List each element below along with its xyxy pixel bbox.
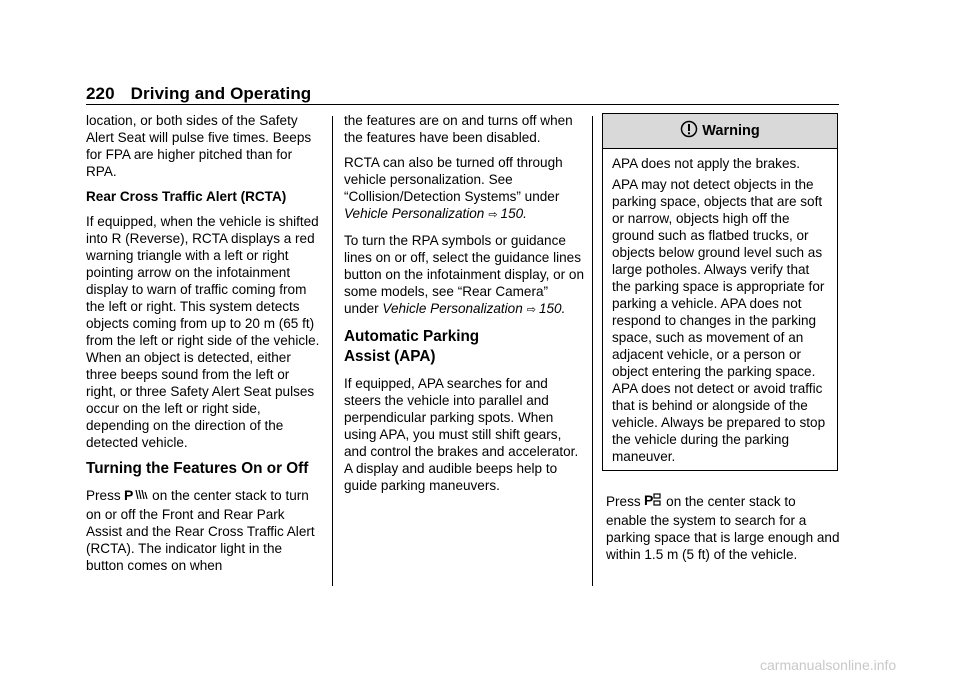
header-rule xyxy=(86,104,839,105)
paragraph: RCTA can also be turned off through vehicle personalization. See “Collision/Detection Systems” under Vehicle Personalization ⇨ 150. xyxy=(344,155,563,221)
warning-text: APA may not detect objects in the parking space, objects that are soft or narrow, objects high off the ground such as flatbed trucks, or objects below ground level such as large potholes. Always verify that the parking space is appropriate for parking a vehicle. APA does not respond to changes in the parking space, such as movement of an adjacent vehicle, or a person or object entering the parking space. APA does not detect or avoid traffic that is behind or alongside of the vehicle. Always be prepared to stop the vehicle during the parking maneuver. xyxy=(612,177,826,464)
page-ref-arrow-icon: ⇨ xyxy=(526,304,536,316)
page-header xyxy=(86,84,311,104)
page-reference: 150. xyxy=(538,301,566,316)
paragraph: To turn the RPA symbols or guidance lines on or off, select the guidance lines button on the infotainment display, or on some models, see “Rear Camera” under Vehicle Personalization ⇨ 150. xyxy=(344,233,584,316)
watermark: carmanualsonline.info xyxy=(760,657,897,673)
park-assist-icon xyxy=(124,487,148,506)
cross-reference: Vehicle Personalization xyxy=(382,301,523,316)
section-title: Driving and Operating xyxy=(130,84,312,103)
svg-text:P: P xyxy=(644,492,654,508)
warning-text: APA does not apply the brakes. xyxy=(612,156,801,171)
paragraph: Press P on the center stack to turn on or off the Front and Rear Park Assist and the Rear Cross Traffic Alert (RCTA). The indicator light in the button comes on when xyxy=(86,487,315,573)
warning-header xyxy=(603,114,837,149)
page-number: 220 xyxy=(86,84,115,103)
warning-box xyxy=(602,113,838,471)
column-1 xyxy=(86,112,320,582)
column-divider xyxy=(592,116,593,586)
cross-reference: Vehicle Personalization xyxy=(344,206,485,221)
column-divider xyxy=(332,116,333,586)
paragraph: Press P on the center stack to enable the system to search for a parking space that is large enough and within 1.5 m (5 ft) of the vehicle. xyxy=(606,492,840,562)
page-reference: 150. xyxy=(500,206,527,221)
paragraph: If equipped, APA searches for and steers the vehicle into parallel and perpendicular parking spots. When using APA, you must still shift gears, and control the brakes and accelerator. A display and audible beeps help to guide parking maneuvers. xyxy=(344,376,579,493)
heading-apa: Automatic Parking Assist (APA) xyxy=(344,328,480,365)
warning-icon xyxy=(680,120,702,142)
page-ref-arrow-icon: ⇨ xyxy=(488,209,498,221)
heading-turning-features: Turning the Features On or Off xyxy=(86,460,309,477)
warning-body xyxy=(603,149,837,465)
paragraph: location, or both sides of the Safety Alert Seat will pulse five times. Beeps for FPA are higher pitched than for RPA. xyxy=(86,113,312,179)
paragraph: the features are on and turns off when the features have been disabled. xyxy=(344,113,573,145)
apa-button-icon xyxy=(644,492,662,512)
column-2 xyxy=(344,112,584,502)
warning-title: Warning xyxy=(702,123,760,139)
svg-text:P: P xyxy=(124,487,134,502)
column-3 xyxy=(606,492,840,571)
subheading-rcta: Rear Cross Traffic Alert (RCTA) xyxy=(86,189,287,204)
paragraph: If equipped, when the vehicle is shifted into R (Reverse), RCTA displays a red warning triangle with a left or right pointing arrow on the infotainment display to warn of traffic coming from the left or right. This system detects objects coming from up to 20 m (65 ft) from the left or right side of the vehicle. When an object is detected, either three beeps sound from the left or right, or three Safety Alert Seat pulses occur on the left or right side, depending on the direction of the detected vehicle. xyxy=(86,214,320,450)
